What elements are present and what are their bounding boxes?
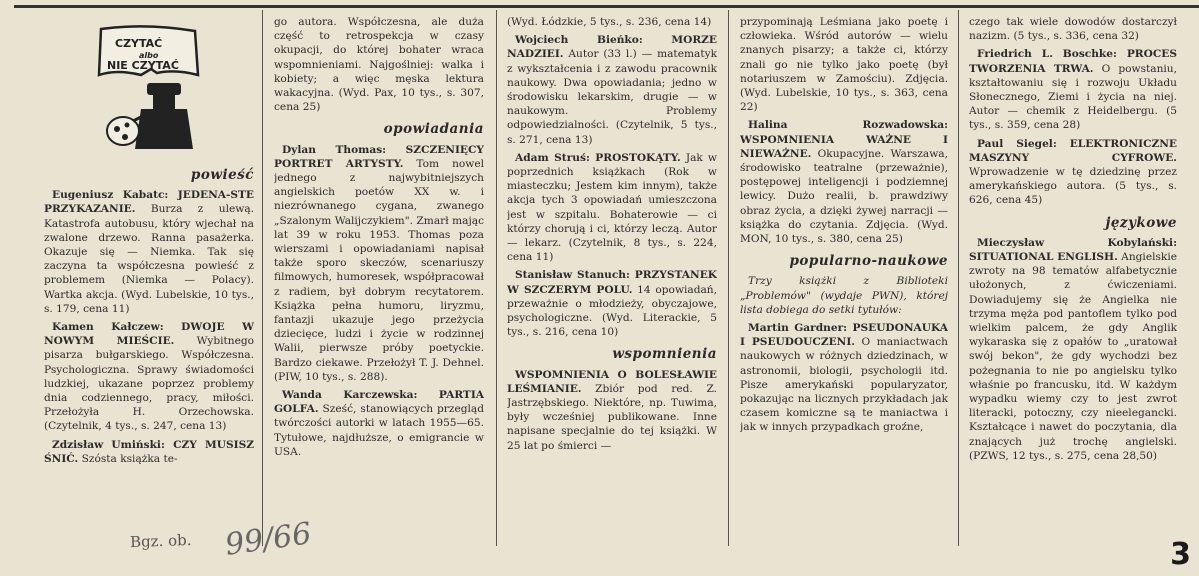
section-heading-wspomnienia: wspomnienia — [612, 346, 717, 363]
column-divider — [262, 10, 263, 546]
entry-heading: Stanisław Stanuch: PRZYSTANEK W SZCZERYM POLU. — [507, 269, 717, 296]
page-number: 3 — [1170, 537, 1191, 572]
entry-heading: Halina Rozwadowska: WSPOMNIENIA WAŻNE I NIEWAŻNE. — [740, 119, 948, 160]
entry-heading: Adam Struś: PROSTOKĄTY. — [515, 151, 681, 164]
entry-heading: Zdzisław Umiński: CZY MUSISZ ŚNIĆ. — [44, 438, 254, 465]
entry-body: Angielskie zwroty na 98 tematów alfabetycznie ułożonych, z ćwiczeniami. Dowiadujemy się że Angielka nie trzyma męża pod pantoflem tylko pod wielkim palcem, że gdy Anglik wykaraska się z opałów to „uratował swój bekon", że gdy wychodzi bez pożegnania to nie po angielsku tylko właśnie po francusku, itd. W każdym wypadku wiemy czy to jest zwrot literacki, potoczny, czy nieelegancki. Kształcące i nawet do poczytania, dla znających już trochę angielski. (PZWS, 12 tys., s. 275, cena 28,50) — [969, 251, 1177, 462]
entry-body: Wprowadzenie w tę dziedzinę przez amerykańskiego autora. (5 tys., s. 626, cena 45) — [969, 166, 1177, 207]
entry-heading: Dylan Thomas: SZCZENIĘCY PORTRET ARTYSTY. — [274, 143, 484, 170]
column-3 — [507, 15, 717, 546]
entry-body: Jak w poprzednich książkach (Rok w miasteczku; Jestem kim innym), także akcja tych 3 opowiadań umieszczona jest w szpitalu. Bohaterowie — ci którzy chorują i ci, którzy leczą. Autor — lekarz. (Czytelnik, 8 tys., s. 224, cena 11) — [507, 151, 717, 264]
column-1 — [44, 160, 254, 546]
entry-heading: Martin Gardner: PSEUDONAUKA I PSEUDOUCZENI. — [740, 322, 948, 349]
entry-heading: Kamen Kałczew: DWOJE W NOWYM MIEŚCIE. — [44, 321, 254, 348]
entry-body: Sześć, stanowiących przegląd twórczości autorki w latach 1955—65. Tytułowe, najdłuższe, o emigrancie w USA. — [274, 403, 484, 458]
book-entry — [274, 388, 484, 459]
series-intro: Trzy książki z Biblioteki „Problemów" (wydaje PWN), której lista dobiega do setki tytułów: — [740, 275, 948, 316]
book-entry — [969, 47, 1177, 132]
entry-heading: Wojciech Bieńko: MORZE NADZIEI. — [507, 34, 717, 61]
entry-body: O maniactwach naukowych w różnych dziedzinach, w astronomii, biologii, psychologii itd. Pisze amerykański popularyzator, pokazując na licznych przykładach jak czasem komiczne są te maniactwa i jak w innych przypadkach groźne, — [740, 336, 948, 434]
continued-text: czego tak wiele dowodów dostarczył nazizm. (5 tys., s. 336, cena 32) — [969, 16, 1177, 43]
logo-line3: NIE CZYTAĆ — [107, 59, 179, 72]
book-entry — [969, 137, 1177, 208]
book-entry — [507, 151, 717, 265]
entry-heading: Mieczysław Kobylański: SITUATIONAL ENGLISH. — [969, 236, 1177, 264]
column-divider — [958, 10, 959, 546]
logo-line1: CZYTAĆ — [115, 37, 163, 50]
book-entry — [740, 321, 948, 435]
continued-text: (Wyd. Łódzkie, 5 tys., s. 236, cena 14) — [507, 16, 712, 28]
entry-body: Tom nowel jednego z najwybitniejszych angielskich poetów XX w. i niezrównanego cygana, zwanego „Szalonym Walijczykiem". Zmarł mając lat 39 w roku 1953. Thomas poza wierszami i opowiadaniami napisał także sporo skeczów, scenariuszy filmowych, humoresek, współpracował z radiem, był dobrym recytatorem. Książka pełna humoru, liryzmu, fantazji ukazuje jego przeżycia dziecięce, ludzi i życie w rodzinnej Walii, pierwsze próby poetyckie. Bardzo ciekawe. Przełożył T. J. Dehnel. (PIW, 10 tys., s. 288). — [274, 157, 484, 383]
book-entry — [740, 118, 948, 246]
continued-text: przypominają Leśmiana jako poetę i człowieka. Wśród autorów — wielu znanych pisarzy; a także ci, którzy znali go nie tylko jako poetę (był notariuszem w Zamościu). Zdjęcia. (Wyd. Lubelskie, 10 tys., s. 363, cena 22) — [740, 16, 948, 114]
entry-body: Autor (33 l.) — matematyk z wykształcenia i z zawodu pracownik naukowy. Dwa opowiadania; jedno w środowisku lekarskim, drugie — w naukowym. Problemy odpowiedzialności. (Czytelnik, 5 tys., s. 271, cena 13) — [507, 48, 717, 146]
book-entry — [44, 188, 254, 316]
book-entry — [507, 268, 717, 339]
entry-body: O powstaniu, kształtowaniu się i rozwoju Układu Słonecznego, Ziemi i życia na niej. Autor — chemik z Heidelbergu. (5 tys., s. 359, cena 28) — [969, 62, 1177, 132]
entry-body: Okupacyjne. Warszawa, środowisko teatralne (przeważnie), postępowej inteligencji i podziemnej lewicy. Dużo realii, b. prawdziwy obraz życia, a dzięki żywej narracji — książka do czytania. Zdjęcia. (Wyd. MON, 10 tys., s. 380, cena 25) — [740, 147, 948, 246]
entry-heading: Eugeniusz Kabatc: JEDENA-STE PRZYKAZANIE. — [44, 189, 254, 216]
book-entry — [507, 33, 717, 147]
section-heading-powiesc: powieść — [190, 167, 254, 183]
book-entry — [969, 236, 1177, 463]
entry-heading: Paul Siegel: ELEKTRONICZNE MASZYNY CYFROWE. — [969, 137, 1177, 164]
archive-stamp: Bgz. ob. — [129, 530, 192, 552]
continued-text: go autora. Współczesna, ale duża część to retrospekcja w czasy okupacji, do której bohater wraca wspomnieniami. Najgoślniej: walka i kobiety; a więc męska lektura wakacyjna. (Wyd. Pax, 10 tys., s. 307, cena 25) — [274, 16, 484, 114]
book-entry — [507, 368, 717, 453]
column-divider — [496, 10, 497, 546]
book-entry — [44, 438, 254, 466]
entry-body: Szósta książka te- — [78, 452, 178, 465]
section-heading-opowiadania: opowiadania — [383, 121, 484, 138]
logo-line2: albo — [139, 51, 159, 60]
handwritten-note: 99/66 — [222, 516, 314, 563]
top-rule — [14, 5, 1199, 8]
book-entry — [44, 320, 254, 434]
book-entry — [274, 143, 484, 384]
section-heading-popularno-naukowe: popularno-naukowe — [789, 253, 948, 270]
entry-body: Zbiór pod red. Z. Jastrzębskiego. Niektóre, np. Tuwima, były wcześniej publikowane. Inne napisane specjalnie do tej książki. W 25 lat po śmierci — — [507, 382, 717, 452]
column-5 — [969, 15, 1177, 546]
entry-body: Burza z ulewą. Katastrofa autobusu, który wjechał na zwalone drzewo. Ranna pasażerka. Okazuje się — Niemka. Tak się zaczyna ta współczesna powieść z problemem (Niemka — Polacy). Wartka akcja. (Wyd. Lubelskie, 10 tys., s. 179, cena 11) — [44, 203, 254, 315]
column-2 — [274, 15, 484, 546]
section-heading-jezykowe: językowe — [1105, 214, 1177, 231]
column-divider — [728, 10, 729, 546]
entry-body: 14 opowiadań, przeważnie o młodzieży, obyczajowe, psychologiczne. (Wyd. Literackie, 5 tys., s. 216, cena 10) — [507, 283, 717, 339]
entry-heading: Friedrich L. Boschke: PROCES TWORZENIA TRWA. — [969, 48, 1177, 75]
czytac-albo-nie-czytac-logo — [95, 25, 201, 153]
entry-heading: Wanda Karczewska: PARTIA GOLFA. — [274, 389, 484, 416]
column-4 — [740, 15, 948, 546]
entry-heading: WSPOMNIENIA O BOLESŁAWIE LEŚMIANIE. — [507, 368, 717, 395]
entry-body: Wybitnego pisarza bułgarskiego. Współczesna. Psychologiczna. Sprawy świadomości ludzkiej, ukazane poprzez problemy dnia codziennego, pracy, miłości. Przełożyła H. Orzechowska. (Czytelnik, 4 tys., s. 247, cena 13) — [44, 335, 254, 433]
